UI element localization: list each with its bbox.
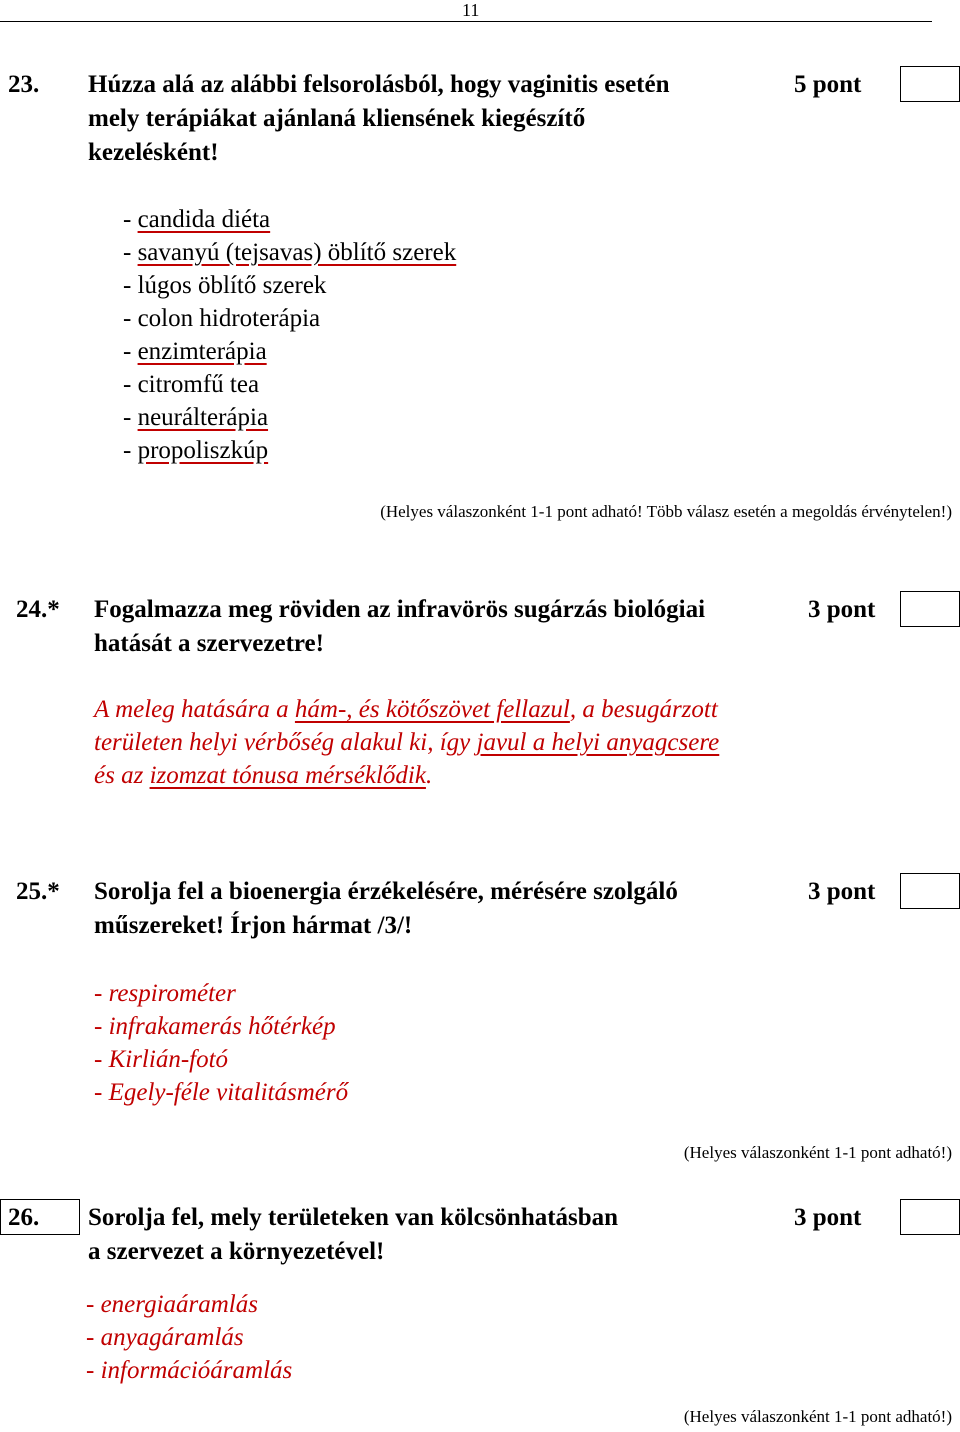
- answer-line: A meleg hatására a hám-, és kötőszövet fellazul, a besugárzott: [94, 696, 718, 723]
- option-item: - colon hidroterápia: [123, 305, 321, 332]
- question-text-line: Sorolja fel, mely területeken van kölcsönhatásban: [88, 1204, 619, 1231]
- option-label: candida diéta: [137, 206, 271, 233]
- answer-item: - energiaáramlás: [86, 1291, 258, 1318]
- question-text-line: hatását a szervezetre!: [94, 630, 324, 657]
- question-number: 26.: [8, 1204, 40, 1231]
- score-box[interactable]: [900, 873, 960, 909]
- question-text-line: kezelésként!: [88, 139, 219, 166]
- points-label: 3 pont: [794, 1204, 862, 1231]
- question-text-line: Húzza alá az alábbi felsorolásból, hogy vaginitis esetén: [88, 71, 670, 98]
- option-label: lúgos öblítő szerek: [137, 272, 327, 299]
- answer-item: - információáramlás: [86, 1357, 293, 1384]
- answer-item: - anyagáramlás: [86, 1324, 244, 1351]
- answer-line: területen helyi vérbőség alakul ki, így javul a helyi anyagcsere: [94, 729, 720, 756]
- answer-line: és az izomzat tónusa mérséklődik.: [94, 762, 433, 789]
- question-text-line: a szervezet a környezetével!: [88, 1238, 385, 1265]
- question-number: 25.*: [16, 878, 60, 905]
- scoring-note: (Helyes válaszonként 1-1 pont adható! Több válasz esetén a megoldás érvénytelen!): [380, 502, 952, 521]
- question-text-line: Sorolja fel a bioenergia érzékelésére, mérésére szolgáló: [94, 878, 678, 905]
- option-label: propoliszkúp: [137, 437, 269, 464]
- question-number: 24.*: [16, 596, 60, 623]
- option-label: enzimterápia: [137, 338, 267, 365]
- header-rule: [0, 21, 932, 22]
- score-box[interactable]: [900, 591, 960, 627]
- scoring-note: (Helyes válaszonként 1-1 pont adható!): [683, 1407, 952, 1426]
- option-item: - savanyú (tejsavas) öblítő szerek: [123, 239, 457, 266]
- option-label: citromfű tea: [137, 371, 260, 398]
- question-text-line: műszereket! Írjon hármat /3/!: [94, 912, 413, 939]
- scoring-note: (Helyes válaszonként 1-1 pont adható!): [683, 1143, 952, 1162]
- option-item: - candida diéta: [123, 206, 271, 233]
- option-item: - propoliszkúp: [123, 437, 269, 464]
- option-item: - neurálterápia: [123, 404, 269, 431]
- points-label: 5 pont: [794, 71, 862, 98]
- option-item: - citromfű tea: [123, 371, 260, 398]
- option-item: - enzimterápia: [123, 338, 267, 365]
- question-text-line: mely terápiákat ajánlaná kliensének kiegészítő: [88, 105, 586, 132]
- page-number: 11: [462, 0, 480, 20]
- option-label: colon hidroterápia: [137, 305, 321, 332]
- score-box[interactable]: [900, 66, 960, 102]
- answer-item: - respirométer: [94, 980, 236, 1007]
- points-label: 3 pont: [808, 878, 876, 905]
- points-label: 3 pont: [808, 596, 876, 623]
- option-item: - lúgos öblítő szerek: [123, 272, 327, 299]
- question-number: 23.: [8, 71, 40, 98]
- answer-item: - infrakamerás hőtérkép: [94, 1013, 336, 1040]
- question-text-line: Fogalmazza meg röviden az infravörös sugárzás biológiai: [94, 596, 706, 623]
- answer-item: - Egely-féle vitalitásmérő: [94, 1079, 349, 1106]
- score-box[interactable]: [900, 1199, 960, 1235]
- option-label: neurálterápia: [137, 404, 269, 431]
- option-label: savanyú (tejsavas) öblítő szerek: [137, 239, 457, 266]
- answer-item: - Kirlián-fotó: [94, 1046, 229, 1073]
